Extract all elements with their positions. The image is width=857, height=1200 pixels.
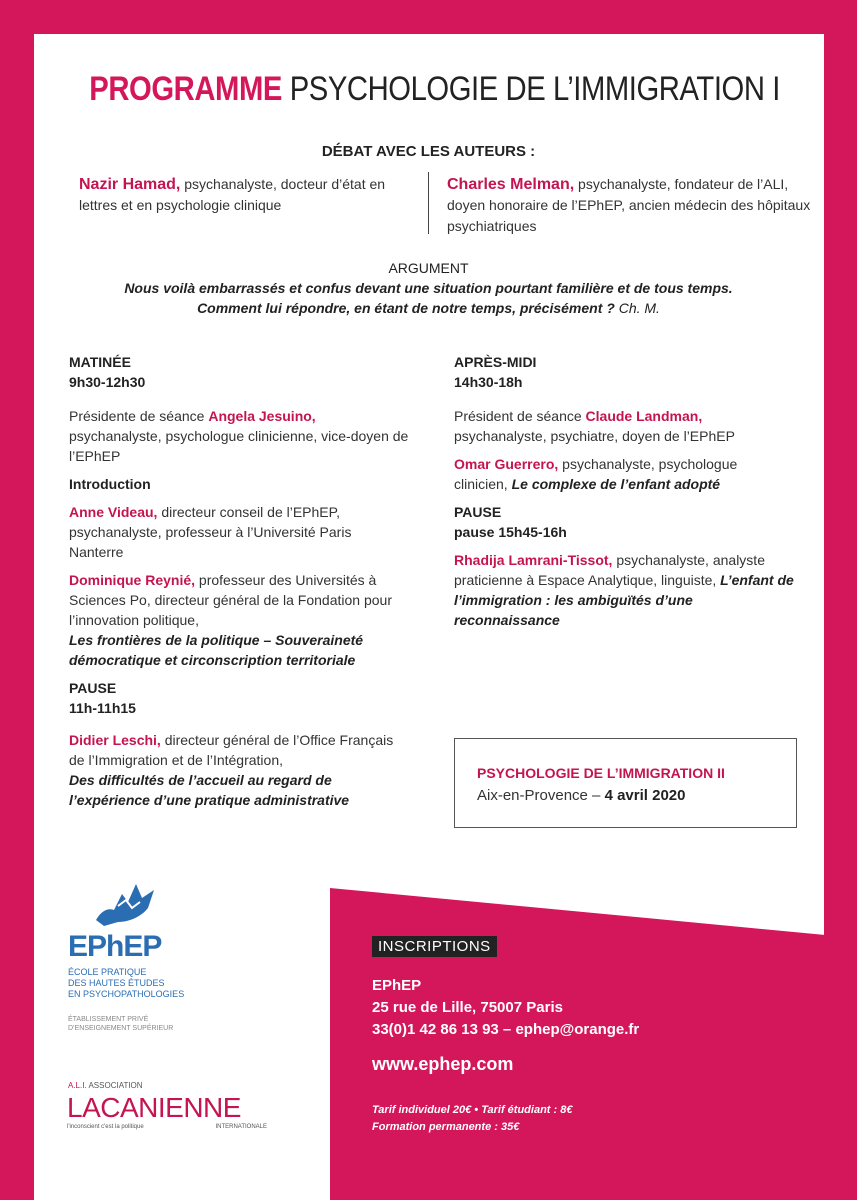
title-highlight: PROGRAMME <box>89 70 282 108</box>
ephep-logo-subtitle: ÉCOLE PRATIQUE DES HAUTES ÉTUDES EN PSYCHOPATHOLOGIES <box>68 967 185 999</box>
website-link[interactable]: www.ephep.com <box>372 1054 514 1074</box>
afternoon-heading: APRÈS-MIDI <box>454 354 537 370</box>
pause-time: pause 15h45-16h <box>454 524 567 540</box>
argument-signature: Ch. M. <box>614 300 660 316</box>
speaker-desc: psychanalyste, psychologue clinicien, <box>454 456 738 492</box>
morning-time: 9h30-12h30 <box>69 374 146 390</box>
ali-logo-word: LACANIENNE <box>67 1092 241 1123</box>
pricing: Tarif individuel 20€ • Tarif étudiant : 8€ Formation permanente : 35€ <box>372 1104 573 1133</box>
author-desc: psychanalyste, docteur d’état en lettres et en psychologie clinique <box>79 176 386 213</box>
speaker-name: Omar Guerrero, <box>454 456 559 472</box>
morning-heading: MATINÉE <box>69 354 131 370</box>
argument-line-2: Comment lui répondre, en étant de notre temps, précisément ? <box>197 300 615 316</box>
registration-phone-email: 33(0)1 42 86 13 93 – ephep@orange.fr <box>372 1021 640 1038</box>
speaker-desc: directeur général de l’Office Français de l’Immigration et de l’Intégration, <box>69 732 394 768</box>
author-name: Charles Melman, <box>447 176 575 193</box>
chair-prefix: Président de séance <box>454 408 586 424</box>
author-hamad <box>79 174 409 216</box>
chair-prefix: Présidente de séance <box>69 408 209 424</box>
next-event-place: Aix-en-Provence – <box>477 787 605 804</box>
speaker-desc: psychanalyste, analyste praticienne à Espace Analytique, linguiste, <box>454 552 765 588</box>
ephep-bird-icon <box>92 880 162 928</box>
talk-title: Des difficultés de l’accueil au regard de l’expérience d’une pratique administrative <box>69 772 350 808</box>
registration-contact <box>372 975 639 1041</box>
afternoon-time: 14h30-18h <box>454 374 523 390</box>
pause-time: 11h-11h15 <box>69 700 136 716</box>
afternoon-column <box>454 352 794 638</box>
talk-title: Les frontières de la politique – Souveraineté démocratique et circonscription territoriale <box>69 632 364 668</box>
author-desc: psychanalyste, fondateur de l’ALI, doyen honoraire de l’EPhEP, ancien médecin des hôpitaux psychiatriques <box>447 176 811 234</box>
author-divider <box>428 172 429 234</box>
registration-address: 25 rue de Lille, 75007 Paris <box>372 999 563 1016</box>
page-title <box>89 70 780 109</box>
ephep-logo-word: EPhEP <box>68 930 162 963</box>
speaker-desc: professeur des Universités à Sciences Po, directeur général de la Fondation pour l’innovation politique, <box>69 572 392 628</box>
inscriptions-heading: INSCRIPTIONS <box>372 936 497 957</box>
ali-logo-subtitle: l'inconscient c'est la politique INTERNATIONALE <box>67 1124 267 1130</box>
speaker-desc: directeur conseil de l’EPhEP, psychanalyste, professeur à l’Université Paris Nanterre <box>69 504 352 560</box>
intro-label: Introduction <box>69 476 151 492</box>
chair-desc: psychanalyste, psychiatre, doyen de l’EPhEP <box>454 428 735 444</box>
speaker-name: Anne Videau, <box>69 504 158 520</box>
chair-name: Claude Landman, <box>585 408 703 424</box>
argument <box>0 258 857 318</box>
next-event-box <box>454 738 797 828</box>
debate-heading: DÉBAT AVEC LES AUTEURS : <box>321 143 536 160</box>
argument-line-1: Nous voilà embarrassés et confus devant une situation pourtant familière et de tous temps. <box>124 280 733 296</box>
pause-label: PAUSE <box>454 504 502 520</box>
pause-label: PAUSE <box>69 680 117 696</box>
next-event-details <box>477 787 685 804</box>
chair-desc: psychanalyste, psychologue clinicienne, vice-doyen de l’EPhEP <box>69 428 409 464</box>
author-melman <box>447 174 817 237</box>
talk-title: L’enfant de l’immigration : les ambiguïtés d’une reconnaissance <box>454 572 794 628</box>
talk-title: Le complexe de l’enfant adopté <box>511 476 721 492</box>
ali-logo-top: A.L.I. ASSOCIATION <box>68 1081 143 1090</box>
registration-org: EPhEP <box>372 977 422 994</box>
next-event-date: 4 avril 2020 <box>604 787 686 804</box>
next-event-title: PSYCHOLOGIE DE L’IMMIGRATION II <box>477 765 725 781</box>
argument-heading: ARGUMENT <box>388 260 469 276</box>
author-name: Nazir Hamad, <box>79 176 181 193</box>
speaker-name: Rhadija Lamrani-Tissot, <box>454 552 613 568</box>
ephep-logo-status: ÉTABLISSEMENT PRIVÉ D’ENSEIGNEMENT SUPÉRIEUR <box>68 1016 174 1032</box>
chair-name: Angela Jesuino, <box>208 408 316 424</box>
speaker-name: Dominique Reynié, <box>69 572 196 588</box>
morning-column <box>69 352 409 818</box>
title-rest: PSYCHOLOGIE DE L’IMMIGRATION I <box>289 70 780 108</box>
speaker-name: Didier Leschi, <box>69 732 161 748</box>
